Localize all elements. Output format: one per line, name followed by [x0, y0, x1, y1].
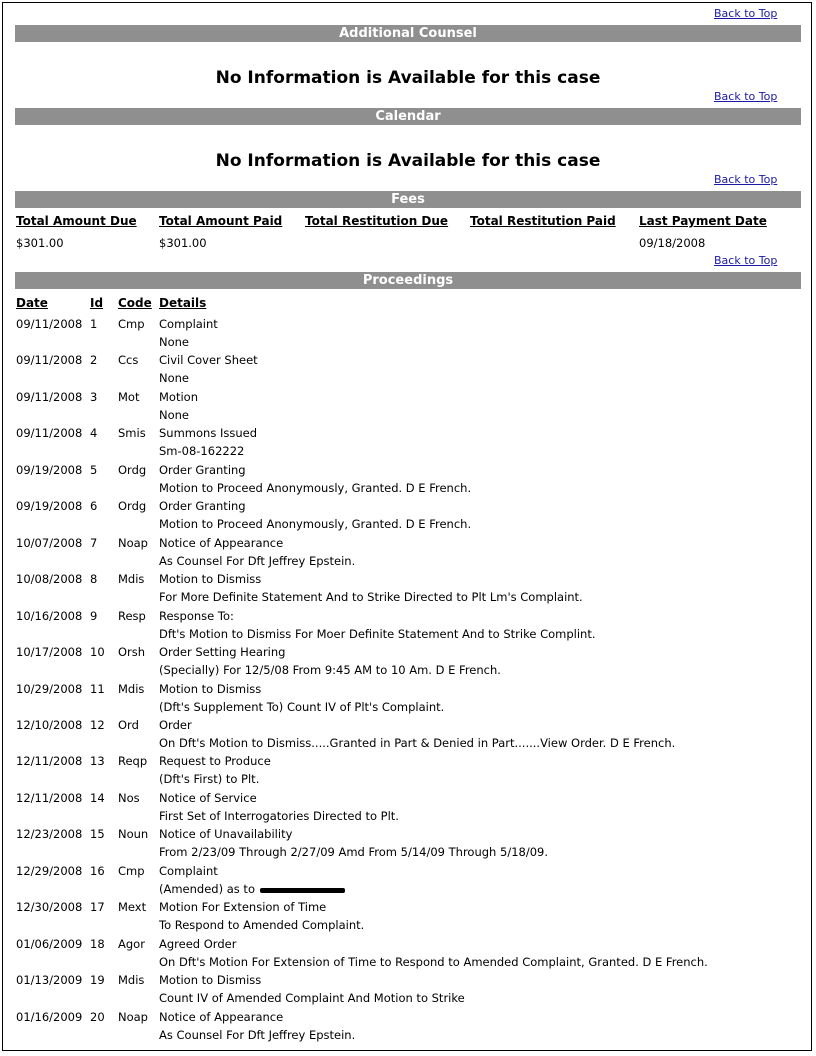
proceeding-code: Agor: [118, 937, 145, 951]
proceeding-id: 8: [90, 572, 98, 586]
proceeding-title: Order Setting Hearing: [159, 645, 286, 659]
proceeding-code: Smis: [118, 426, 146, 440]
proceeding-date: 12/30/2008: [16, 900, 83, 914]
proceeding-code: Noap: [118, 536, 148, 550]
proceeding-title: Order Granting: [159, 463, 246, 477]
fees-header-total-amount-due: Total Amount Due: [16, 214, 137, 228]
proceeding-date: 10/08/2008: [16, 572, 83, 586]
proceeding-detail: As Counsel For Dft Jeffrey Epstein.: [159, 1028, 356, 1042]
proceeding-code: Ord: [118, 718, 139, 732]
proceeding-date: 12/10/2008: [16, 718, 83, 732]
proceeding-id: 12: [90, 718, 105, 732]
proceeding-date: 09/11/2008: [16, 353, 83, 367]
proceeding-title: Response To:: [159, 609, 234, 623]
no-info-message: No Information is Available for this case: [215, 151, 601, 171]
proceeding-id: 4: [90, 426, 98, 440]
proceeding-id: 13: [90, 754, 105, 768]
proceeding-id: 14: [90, 791, 105, 805]
proceeding-date: 09/11/2008: [16, 426, 83, 440]
proceeding-date: 12/29/2008: [16, 864, 83, 878]
proceeding-code: Mdis: [118, 682, 145, 696]
fees-header-total-restitution-paid: Total Restitution Paid: [470, 214, 616, 228]
proceeding-id: 16: [90, 864, 105, 878]
proceeding-detail: None: [159, 335, 190, 349]
proceeding-detail: None: [159, 371, 190, 385]
proceeding-title: Motion to Dismiss: [159, 973, 262, 987]
proceeding-id: 17: [90, 900, 105, 914]
proceeding-id: 11: [90, 682, 105, 696]
proceeding-title: Motion to Dismiss: [159, 682, 262, 696]
proceeding-code: Noun: [118, 827, 149, 841]
proceedings-header-details: Details: [159, 296, 207, 310]
proceeding-detail: (Amended) as to: [159, 882, 255, 896]
proceeding-title: Order: [159, 718, 192, 732]
proceeding-date: 10/16/2008: [16, 609, 83, 623]
proceeding-id: 1: [90, 317, 98, 331]
proceeding-date: 01/16/2009: [16, 1010, 83, 1024]
proceeding-title: Motion For Extension of Time: [159, 900, 327, 914]
proceeding-title: Complaint: [159, 317, 218, 331]
proceeding-detail: Motion to Proceed Anonymously, Granted. D E French.: [159, 481, 472, 495]
proceeding-code: Reqp: [118, 754, 148, 768]
redaction-mark: [260, 888, 345, 893]
fees-header-last-payment-date: Last Payment Date: [639, 214, 767, 228]
no-info-message: No Information is Available for this case: [215, 68, 601, 88]
proceeding-id: 10: [90, 645, 105, 659]
proceedings-header-date: Date: [16, 296, 48, 310]
section-bar-proceedings: Proceedings: [15, 272, 801, 289]
proceeding-id: 18: [90, 937, 105, 951]
proceeding-detail: As Counsel For Dft Jeffrey Epstein.: [159, 554, 356, 568]
proceeding-id: 20: [90, 1010, 105, 1024]
proceeding-id: 7: [90, 536, 98, 550]
proceeding-id: 19: [90, 973, 105, 987]
proceeding-title: Motion: [159, 390, 198, 404]
proceeding-date: 01/06/2009: [16, 937, 83, 951]
proceeding-id: 2: [90, 353, 98, 367]
proceeding-detail: First Set of Interrogatories Directed to Plt.: [159, 809, 399, 823]
section-bar-calendar: Calendar: [15, 108, 801, 125]
proceeding-title: Notice of Service: [159, 791, 257, 805]
proceeding-date: 09/11/2008: [16, 390, 83, 404]
proceeding-detail: None: [159, 408, 190, 422]
section-bar-fees: Fees: [15, 191, 801, 208]
proceeding-id: 5: [90, 463, 98, 477]
proceeding-date: 09/19/2008: [16, 499, 83, 513]
back-to-top-link[interactable]: Back to Top: [714, 7, 778, 20]
proceeding-code: Mdis: [118, 572, 145, 586]
proceeding-detail: For More Definite Statement And to Strike Directed to Plt Lm's Complaint.: [159, 590, 583, 604]
proceeding-detail: On Dft's Motion For Extension of Time to Respond to Amended Complaint, Granted. D E French.: [159, 955, 708, 969]
proceedings-header-code: Code: [118, 296, 152, 310]
proceeding-code: Ccs: [118, 353, 139, 367]
proceeding-code: Mext: [118, 900, 147, 914]
back-to-top-link[interactable]: Back to Top: [714, 173, 778, 186]
proceeding-date: 12/11/2008: [16, 791, 83, 805]
proceeding-title: Request to Produce: [159, 754, 271, 768]
proceeding-detail: Count IV of Amended Complaint And Motion to Strike: [159, 991, 465, 1005]
proceeding-title: Complaint: [159, 864, 218, 878]
proceeding-detail: (Dft's Supplement To) Count IV of Plt's Complaint.: [159, 700, 445, 714]
proceeding-code: Mdis: [118, 973, 145, 987]
proceeding-date: 10/17/2008: [16, 645, 83, 659]
proceeding-id: 9: [90, 609, 98, 623]
proceeding-date: 12/23/2008: [16, 827, 83, 841]
proceeding-detail: Sm-08-162222: [159, 444, 245, 458]
proceeding-detail: (Specially) For 12/5/08 From 9:45 AM to 10 Am. D E French.: [159, 663, 501, 677]
fees-value-total-amount-due: $301.00: [16, 236, 64, 250]
proceeding-code: Mot: [118, 390, 140, 404]
proceeding-code: Resp: [118, 609, 146, 623]
section-bar-additional-counsel: Additional Counsel: [15, 25, 801, 42]
proceeding-detail: Dft's Motion to Dismiss For Moer Definite Statement And to Strike Complint.: [159, 627, 596, 641]
fees-header-total-restitution-due: Total Restitution Due: [305, 214, 449, 228]
fees-value-total-amount-paid: $301.00: [159, 236, 207, 250]
proceeding-id: 3: [90, 390, 98, 404]
proceeding-title: Agreed Order: [159, 937, 237, 951]
proceeding-detail: To Respond to Amended Complaint.: [159, 918, 365, 932]
proceeding-date: 10/07/2008: [16, 536, 83, 550]
proceeding-code: Cmp: [118, 864, 145, 878]
proceeding-date: 12/11/2008: [16, 754, 83, 768]
proceeding-detail: On Dft's Motion to Dismiss.....Granted in Part & Denied in Part.......View Order. D E French.: [159, 736, 676, 750]
proceeding-title: Notice of Appearance: [159, 536, 284, 550]
proceeding-title: Civil Cover Sheet: [159, 353, 258, 367]
back-to-top-link[interactable]: Back to Top: [714, 254, 778, 267]
proceeding-title: Summons Issued: [159, 426, 258, 440]
proceeding-title: Order Granting: [159, 499, 246, 513]
proceeding-title: Notice of Appearance: [159, 1010, 284, 1024]
proceeding-id: 6: [90, 499, 98, 513]
back-to-top-link[interactable]: Back to Top: [714, 90, 778, 103]
fees-value-last-payment-date: 09/18/2008: [639, 236, 706, 250]
proceeding-title: Motion to Dismiss: [159, 572, 262, 586]
fees-header-total-amount-paid: Total Amount Paid: [159, 214, 283, 228]
proceeding-date: 01/13/2009: [16, 973, 83, 987]
proceedings-header-id: Id: [90, 296, 104, 310]
proceeding-date: 09/11/2008: [16, 317, 83, 331]
proceeding-code: Ordg: [118, 463, 147, 477]
proceeding-code: Ordg: [118, 499, 147, 513]
proceeding-code: Noap: [118, 1010, 148, 1024]
proceeding-detail: From 2/23/09 Through 2/27/09 Amd From 5/14/09 Through 5/18/09.: [159, 845, 548, 859]
proceeding-title: Notice of Unavailability: [159, 827, 293, 841]
proceeding-date: 09/19/2008: [16, 463, 83, 477]
proceeding-detail: Motion to Proceed Anonymously, Granted. D E French.: [159, 517, 472, 531]
proceeding-code: Nos: [118, 791, 140, 805]
proceeding-id: 15: [90, 827, 105, 841]
proceeding-date: 10/29/2008: [16, 682, 83, 696]
proceeding-detail: (Dft's First) to Plt.: [159, 772, 260, 786]
proceeding-code: Cmp: [118, 317, 145, 331]
proceeding-code: Orsh: [118, 645, 146, 659]
